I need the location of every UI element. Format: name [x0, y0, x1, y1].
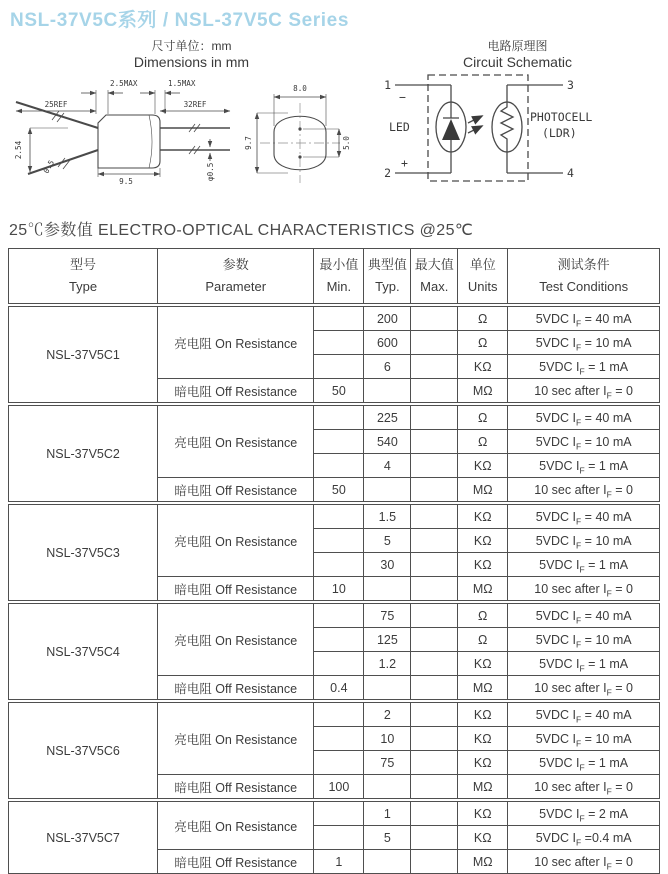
test-cell — [508, 802, 660, 826]
col-header-units-en: Units — [467, 279, 498, 294]
test-sub: F — [576, 639, 582, 649]
units-cell: KΩ — [458, 826, 508, 850]
typ-cell: 75 — [364, 604, 411, 628]
test-text: 5VDC I — [535, 335, 576, 350]
max-cell — [411, 802, 458, 826]
test-text: = 0 — [611, 383, 633, 398]
section-heading: 25℃参数值 ELECTRO-OPTICAL CHARACTERISTICS @25℃ — [9, 222, 474, 239]
test-text: = 10 mA — [581, 533, 632, 548]
typ-cell — [364, 775, 411, 799]
typ-cell — [364, 850, 411, 874]
test-cell — [508, 652, 660, 676]
spec-group-c1 — [8, 306, 660, 403]
min-cell — [314, 703, 364, 727]
max-cell — [411, 529, 458, 553]
test-sub: F — [606, 489, 612, 499]
typ-cell: 4 — [364, 454, 411, 478]
col-header-type-en: Type — [68, 279, 98, 294]
max-cell — [411, 478, 458, 502]
units-cell: KΩ — [458, 703, 508, 727]
test-cell — [508, 604, 660, 628]
dim-lead-dia-right-label: φ0.5 — [206, 162, 215, 181]
test-cell — [508, 379, 660, 403]
typ-cell: 5 — [364, 826, 411, 850]
col-header-parameter — [158, 249, 314, 304]
min-cell — [314, 727, 364, 751]
units-cell: KΩ — [458, 802, 508, 826]
test-text: 5VDC I — [535, 533, 576, 548]
led-label: LED — [389, 120, 410, 134]
plus-label: + — [401, 156, 408, 170]
figures-row — [8, 39, 660, 205]
test-text: 5VDC I — [535, 830, 576, 845]
typ-cell: 540 — [364, 430, 411, 454]
min-cell — [314, 454, 364, 478]
typ-cell: 225 — [364, 406, 411, 430]
min-cell — [314, 652, 364, 676]
mechanical-drawing — [8, 71, 373, 205]
test-text: 5VDC I — [539, 656, 580, 671]
test-sub: F — [576, 318, 582, 328]
test-text: 5VDC I — [535, 632, 576, 647]
dim-face-height-label: 9.7 — [244, 136, 253, 150]
min-cell — [314, 826, 364, 850]
dimensions-caption-zh: 尺寸单位：mm — [151, 39, 232, 53]
test-text: = 10 mA — [581, 335, 632, 350]
dim-face-width-label: 8.0 — [293, 84, 307, 93]
model-cell: NSL-37V5C1 — [9, 307, 158, 403]
test-cell — [508, 307, 660, 331]
dim-chamfer-label: 2.5MAX — [110, 79, 138, 88]
test-sub: F — [606, 390, 612, 400]
test-text: = 1 mA — [584, 557, 629, 572]
test-cell — [508, 850, 660, 874]
col-header-test — [508, 249, 660, 304]
spec-group-c7 — [8, 801, 660, 874]
units-cell: KΩ — [458, 727, 508, 751]
units-cell: MΩ — [458, 478, 508, 502]
test-text: 5VDC I — [535, 608, 576, 623]
test-text: 5VDC I — [539, 359, 580, 374]
param-on-cell: 亮电阻 On Resistance — [158, 406, 314, 478]
test-cell — [508, 727, 660, 751]
dim-body-len-label: 9.5 — [119, 177, 133, 186]
spec-group-c6 — [8, 702, 660, 799]
max-cell — [411, 505, 458, 529]
test-sub: F — [576, 417, 582, 427]
test-cell — [508, 355, 660, 379]
model-cell: NSL-37V5C4 — [9, 604, 158, 700]
max-cell — [411, 577, 458, 601]
max-cell — [411, 703, 458, 727]
test-sub: F — [606, 786, 612, 796]
pin1-label: 1 — [384, 78, 391, 92]
col-header-units-zh: 单位 — [469, 257, 496, 272]
test-sub: F — [576, 441, 582, 451]
dim-right-lead-label: 32REF — [183, 100, 207, 109]
max-cell — [411, 307, 458, 331]
test-sub: F — [576, 516, 582, 526]
test-text: = 0 — [611, 854, 633, 869]
table-row — [9, 703, 660, 727]
typ-cell: 30 — [364, 553, 411, 577]
units-cell: KΩ — [458, 553, 508, 577]
min-cell: 100 — [314, 775, 364, 799]
units-cell: MΩ — [458, 676, 508, 700]
param-off-cell: 暗电阻 Off Resistance — [158, 577, 314, 601]
model-cell: NSL-37V5C7 — [9, 802, 158, 874]
param-on-cell: 亮电阻 On Resistance — [158, 802, 314, 850]
dimensions-panel — [8, 39, 375, 205]
light-arrows-icon — [468, 116, 482, 133]
test-sub: F — [579, 366, 585, 376]
units-cell: KΩ — [458, 529, 508, 553]
typ-cell: 200 — [364, 307, 411, 331]
units-cell: Ω — [458, 628, 508, 652]
units-cell: KΩ — [458, 652, 508, 676]
test-text: = 10 mA — [581, 731, 632, 746]
table-row — [9, 604, 660, 628]
test-text: 5VDC I — [539, 755, 580, 770]
typ-cell: 10 — [364, 727, 411, 751]
test-sub: F — [579, 813, 585, 823]
min-cell — [314, 529, 364, 553]
max-cell — [411, 775, 458, 799]
pin2-label: 2 — [384, 166, 391, 180]
table-row — [9, 802, 660, 826]
test-text: 10 sec after I — [534, 383, 607, 398]
min-cell — [314, 751, 364, 775]
units-cell: KΩ — [458, 751, 508, 775]
typ-cell: 125 — [364, 628, 411, 652]
test-sub: F — [606, 861, 612, 871]
test-text: = 0 — [611, 779, 633, 794]
test-text: = 40 mA — [581, 608, 632, 623]
test-cell — [508, 553, 660, 577]
test-text: 10 sec after I — [534, 779, 607, 794]
test-text: =0.4 mA — [581, 830, 632, 845]
test-sub: F — [579, 465, 585, 475]
col-header-max-en: Max. — [420, 279, 449, 294]
typ-cell: 2 — [364, 703, 411, 727]
test-cell — [508, 703, 660, 727]
units-cell: MΩ — [458, 577, 508, 601]
min-cell: 10 — [314, 577, 364, 601]
min-cell — [314, 307, 364, 331]
max-cell — [411, 628, 458, 652]
test-text: 5VDC I — [535, 707, 576, 722]
test-text: 5VDC I — [535, 410, 576, 425]
test-text: = 0 — [611, 482, 633, 497]
test-text: 5VDC I — [535, 731, 576, 746]
max-cell — [411, 652, 458, 676]
table-row — [9, 406, 660, 430]
test-text: 5VDC I — [539, 458, 580, 473]
schematic-caption-zh: 电路原理图 — [487, 39, 548, 53]
units-cell: KΩ — [458, 505, 508, 529]
param-off-cell: 暗电阻 Off Resistance — [158, 775, 314, 799]
dim-lead-dia-left-label: 0.5 — [41, 158, 57, 175]
max-cell — [411, 379, 458, 403]
ldr-label: (LDR) — [542, 126, 577, 140]
param-off-cell: 暗电阻 Off Resistance — [158, 850, 314, 874]
typ-cell: 600 — [364, 331, 411, 355]
model-cell: NSL-37V5C6 — [9, 703, 158, 799]
test-text: = 1 mA — [584, 458, 629, 473]
test-cell — [508, 529, 660, 553]
test-text: = 10 mA — [581, 632, 632, 647]
test-text: = 0 — [611, 581, 633, 596]
typ-cell: 1.2 — [364, 652, 411, 676]
test-sub: F — [576, 540, 582, 550]
test-sub: F — [606, 687, 612, 697]
schematic-caption-en: Circuit Schematic — [463, 54, 572, 70]
dim-pin-span-label: 5.0 — [342, 136, 351, 150]
test-text: 10 sec after I — [534, 680, 607, 695]
typ-cell — [364, 379, 411, 403]
min-cell — [314, 802, 364, 826]
max-cell — [411, 751, 458, 775]
min-cell: 50 — [314, 379, 364, 403]
min-cell — [314, 355, 364, 379]
typ-cell — [364, 577, 411, 601]
test-cell — [508, 826, 660, 850]
typ-cell: 1.5 — [364, 505, 411, 529]
header-row — [9, 249, 660, 304]
typ-cell: 1 — [364, 802, 411, 826]
typ-cell: 5 — [364, 529, 411, 553]
units-cell: MΩ — [458, 379, 508, 403]
max-cell — [411, 826, 458, 850]
param-off-cell: 暗电阻 Off Resistance — [158, 379, 314, 403]
test-sub: F — [606, 588, 612, 598]
param-off-cell: 暗电阻 Off Resistance — [158, 478, 314, 502]
test-sub: F — [576, 615, 582, 625]
col-header-max-zh: 最大值 — [414, 257, 454, 272]
test-cell — [508, 406, 660, 430]
param-on-cell: 亮电阻 On Resistance — [158, 703, 314, 775]
test-text: = 40 mA — [581, 707, 632, 722]
max-cell — [411, 676, 458, 700]
typ-cell — [364, 478, 411, 502]
test-cell — [508, 454, 660, 478]
units-cell: MΩ — [458, 775, 508, 799]
test-text: 5VDC I — [539, 806, 580, 821]
min-cell — [314, 604, 364, 628]
dimensions-caption-en: Dimensions in mm — [133, 54, 250, 70]
model-cell: NSL-37V5C2 — [9, 406, 158, 502]
test-text: = 0 — [611, 680, 633, 695]
units-cell: MΩ — [458, 850, 508, 874]
test-cell — [508, 577, 660, 601]
test-text: = 40 mA — [581, 509, 632, 524]
col-header-min-zh: 最小值 — [319, 257, 359, 272]
test-cell — [508, 478, 660, 502]
dim-gap-label: 1.5MAX — [168, 79, 196, 88]
component-front-view — [244, 84, 351, 183]
test-cell — [508, 775, 660, 799]
min-cell — [314, 553, 364, 577]
units-cell: Ω — [458, 331, 508, 355]
min-cell — [314, 406, 364, 430]
test-cell — [508, 751, 660, 775]
param-on-cell: 亮电阻 On Resistance — [158, 604, 314, 676]
col-header-test-zh: 测试条件 — [557, 257, 610, 272]
table-row — [9, 307, 660, 331]
test-sub: F — [576, 342, 582, 352]
test-text: = 40 mA — [581, 410, 632, 425]
max-cell — [411, 604, 458, 628]
test-cell — [508, 676, 660, 700]
test-text: = 1 mA — [584, 656, 629, 671]
minus-label: − — [399, 90, 406, 104]
units-cell: Ω — [458, 406, 508, 430]
max-cell — [411, 850, 458, 874]
test-text: 5VDC I — [535, 311, 576, 326]
col-header-min-en: Min. — [326, 279, 352, 294]
test-sub: F — [579, 663, 585, 673]
min-cell — [314, 430, 364, 454]
test-sub: F — [576, 714, 582, 724]
min-cell — [314, 505, 364, 529]
photocell-label: PHOTOCELL — [530, 110, 593, 124]
test-text: 5VDC I — [535, 434, 576, 449]
spec-group-c2 — [8, 405, 660, 502]
units-cell: Ω — [458, 307, 508, 331]
col-header-parameter-zh: 参数 — [222, 257, 249, 272]
col-header-type — [9, 249, 158, 304]
min-cell: 1 — [314, 850, 364, 874]
param-on-cell: 亮电阻 On Resistance — [158, 307, 314, 379]
col-header-typ-zh: 典型值 — [367, 257, 407, 272]
max-cell — [411, 331, 458, 355]
max-cell — [411, 553, 458, 577]
col-header-typ-en: Typ. — [375, 279, 400, 294]
max-cell — [411, 727, 458, 751]
units-cell: KΩ — [458, 355, 508, 379]
col-header-min — [314, 249, 364, 304]
test-sub: F — [576, 837, 582, 847]
test-text: = 1 mA — [584, 755, 629, 770]
test-sub: F — [579, 762, 585, 772]
typ-cell: 6 — [364, 355, 411, 379]
model-cell: NSL-37V5C3 — [9, 505, 158, 601]
test-text: = 1 mA — [584, 359, 629, 374]
units-cell: Ω — [458, 430, 508, 454]
page-title: NSL-37V5C系列 / NSL-37V5C Series — [10, 10, 350, 31]
spec-group-c3 — [8, 504, 660, 601]
test-text: 10 sec after I — [534, 482, 607, 497]
circuit-schematic — [375, 71, 660, 203]
param-on-cell: 亮电阻 On Resistance — [158, 505, 314, 577]
max-cell — [411, 430, 458, 454]
max-cell — [411, 406, 458, 430]
spec-group-c4 — [8, 603, 660, 700]
col-header-max — [411, 249, 458, 304]
col-header-typ — [364, 249, 411, 304]
test-text: = 40 mA — [581, 311, 632, 326]
test-text: 10 sec after I — [534, 854, 607, 869]
units-cell: KΩ — [458, 454, 508, 478]
test-cell — [508, 430, 660, 454]
max-cell — [411, 454, 458, 478]
col-header-units — [458, 249, 508, 304]
schematic-caption — [375, 39, 660, 71]
test-text: 5VDC I — [535, 509, 576, 524]
test-text: 10 sec after I — [534, 581, 607, 596]
col-header-parameter-en: Parameter — [205, 279, 267, 294]
test-text: 5VDC I — [539, 557, 580, 572]
side-view-dimensions — [14, 79, 230, 186]
typ-cell: 75 — [364, 751, 411, 775]
test-cell — [508, 505, 660, 529]
param-off-cell: 暗电阻 Off Resistance — [158, 676, 314, 700]
test-text: = 2 mA — [584, 806, 629, 821]
test-cell — [508, 628, 660, 652]
min-cell — [314, 628, 364, 652]
test-sub: F — [576, 738, 582, 748]
spec-table-header — [8, 248, 660, 304]
min-cell: 0.4 — [314, 676, 364, 700]
test-sub: F — [579, 564, 585, 574]
dim-pitch-label: 2.54 — [14, 140, 23, 160]
col-header-test-en: Test Conditions — [539, 279, 629, 294]
max-cell — [411, 355, 458, 379]
test-text: = 10 mA — [581, 434, 632, 449]
schematic-panel — [375, 39, 660, 203]
table-row — [9, 505, 660, 529]
units-cell: Ω — [458, 604, 508, 628]
typ-cell — [364, 676, 411, 700]
pin3-label: 3 — [567, 78, 574, 92]
dimensions-caption — [8, 39, 375, 71]
col-header-type-zh: 型号 — [70, 257, 97, 272]
test-cell — [508, 331, 660, 355]
min-cell: 50 — [314, 478, 364, 502]
min-cell — [314, 331, 364, 355]
pin4-label: 4 — [567, 166, 574, 180]
dim-left-lead-label: 25REF — [44, 100, 68, 109]
